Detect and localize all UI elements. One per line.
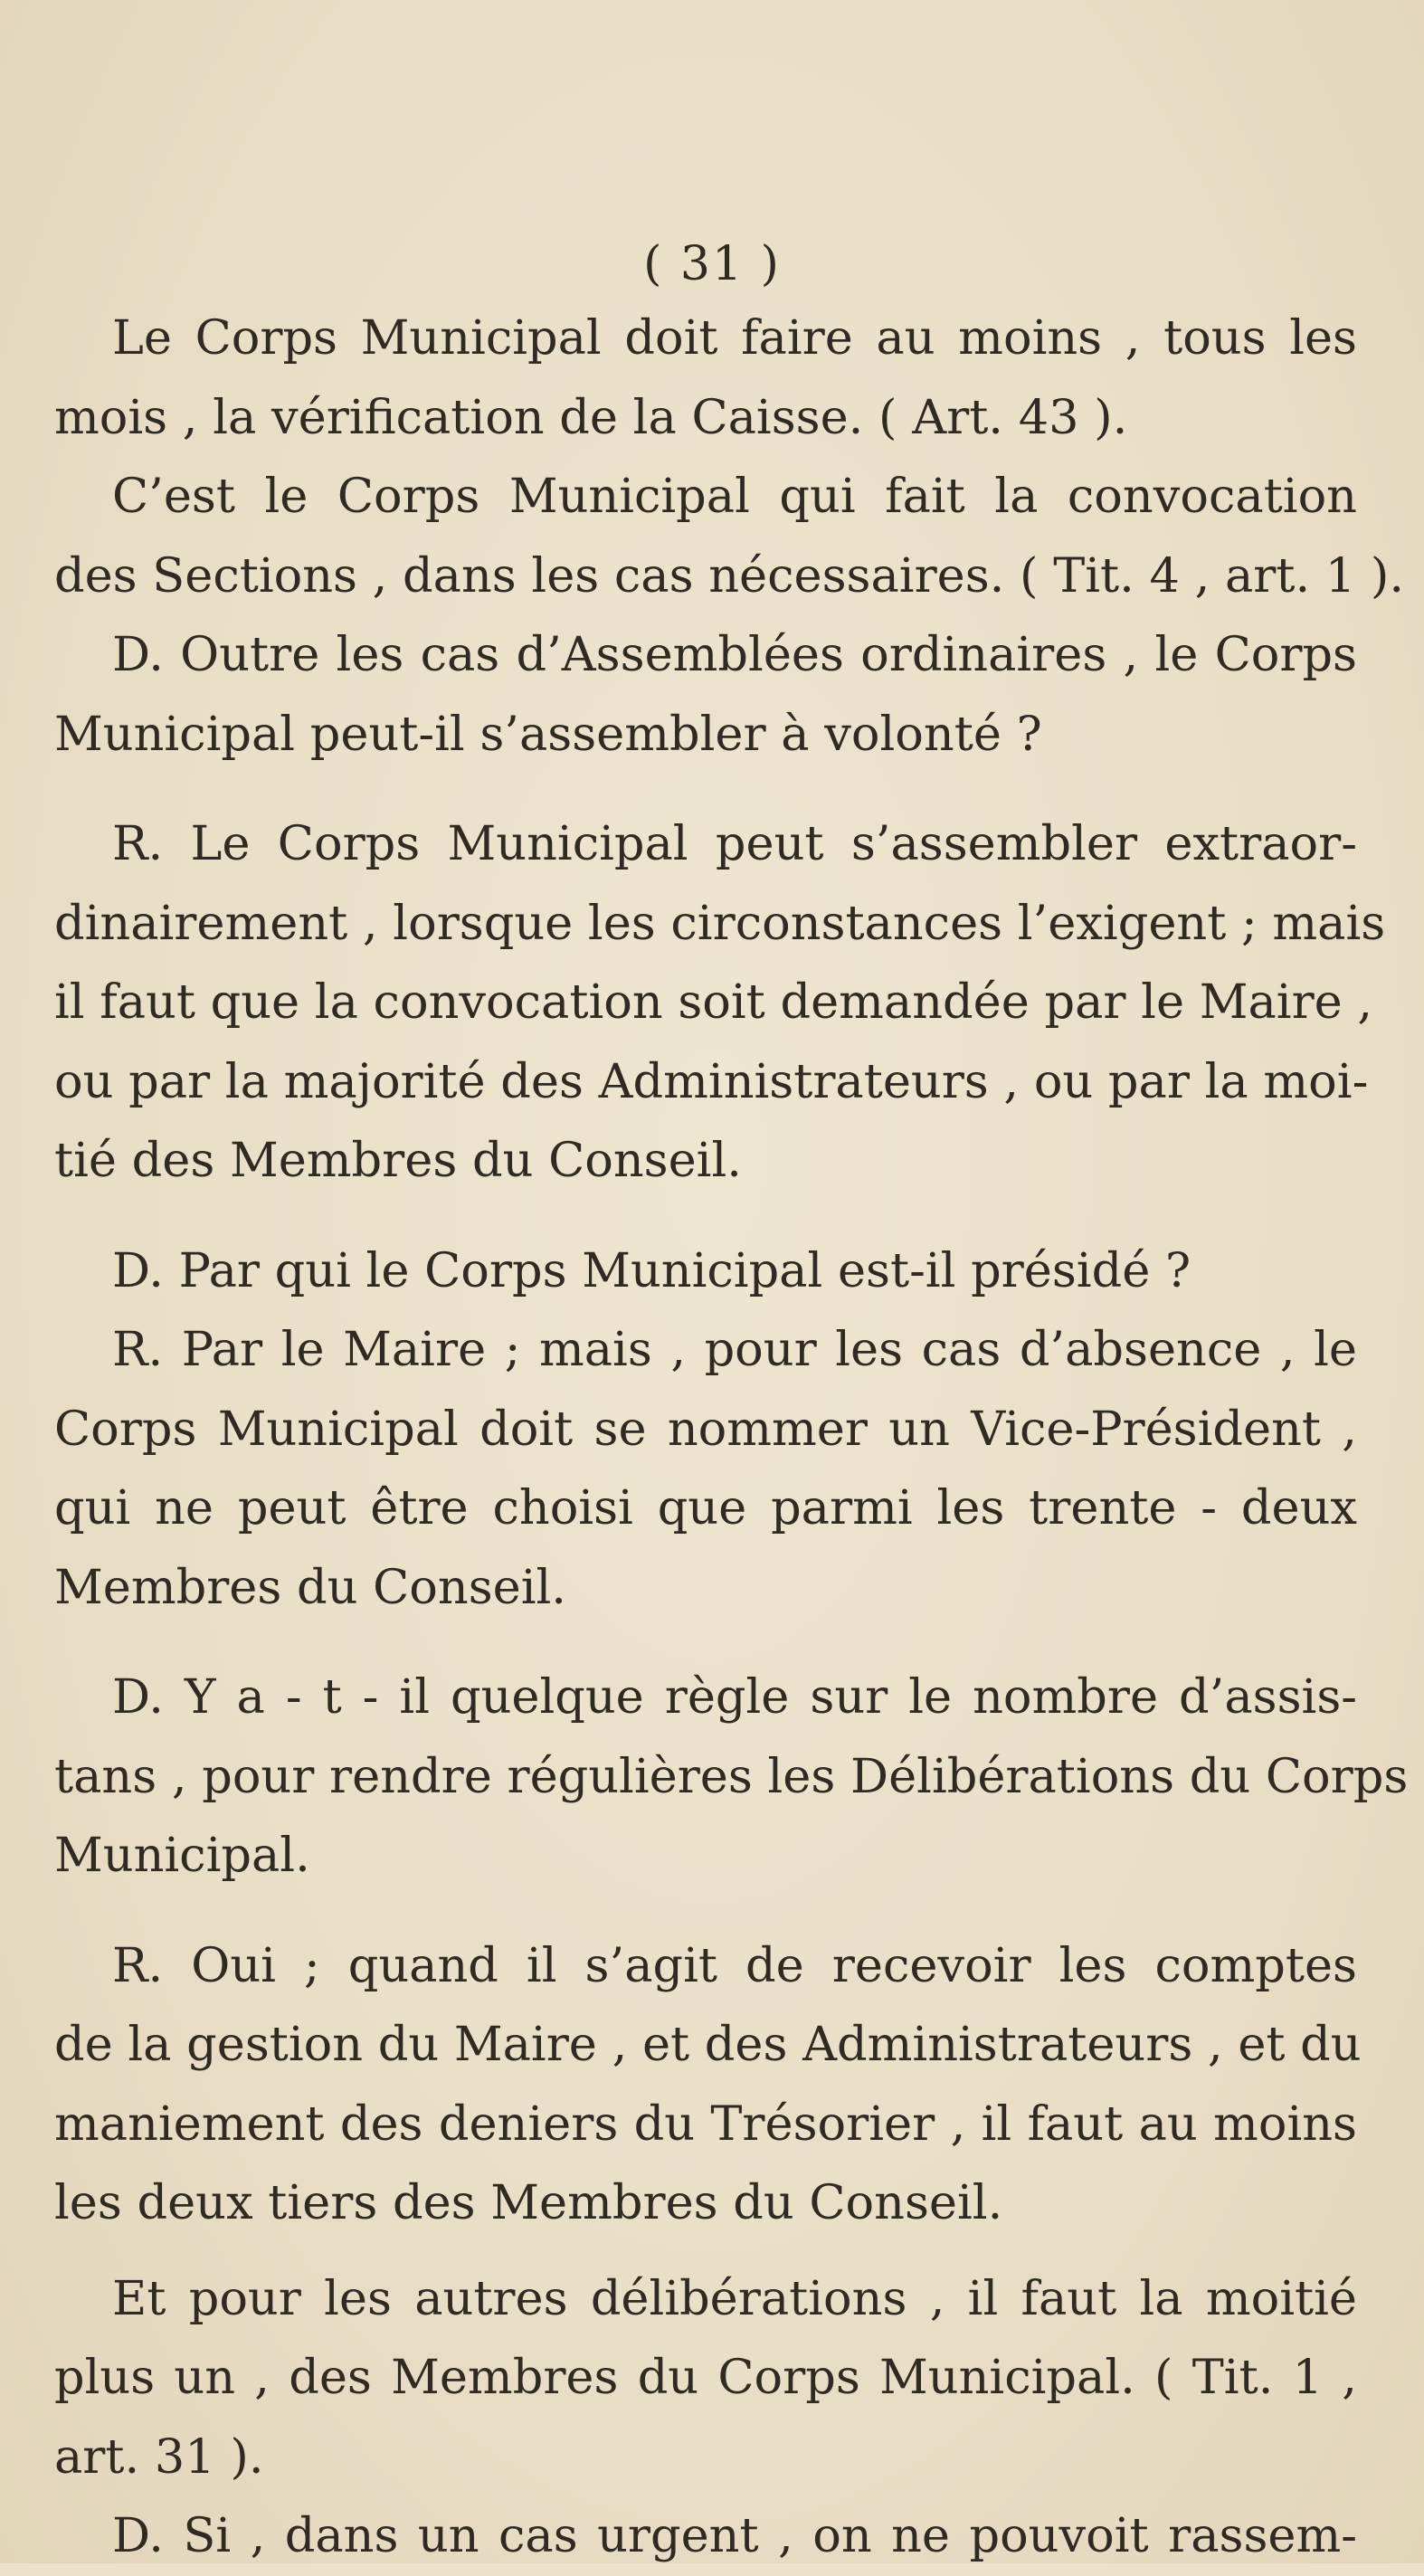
text-line: tans , pour rendre régulières les Délibérations du Corps <box>54 1748 1409 1804</box>
paragraph-gap <box>54 1627 1357 1658</box>
text-line: D. Par qui le Corps Municipal est-il présidé ? <box>112 1242 1191 1298</box>
text-line: R. Le Corps Municipal peut s’assembler extraor- <box>112 816 1357 871</box>
text-line: D. Si , dans un cas urgent , on ne pouvoit rassem- <box>112 2508 1357 2563</box>
text-line: C’est le Corps Municipal qui fait la convocation <box>112 469 1357 524</box>
text-line: tié des Membres du Conseil. <box>54 1133 742 1188</box>
text-line: dinairement , lorsque les circonstances l’exigent ; mais <box>54 895 1386 951</box>
text-line: Municipal peut-il s’assembler à volonté ? <box>54 706 1042 762</box>
text-line: R. Par le Maire ; mais , pour les cas d’absence , le <box>112 1322 1357 1377</box>
text-line: les deux tiers des Membres du Conseil. <box>54 2175 1003 2230</box>
text-line: Le Corps Municipal doit faire au moins , tous les <box>112 310 1357 366</box>
paragraph-gap <box>54 1201 1357 1231</box>
body-text <box>54 299 1409 2576</box>
paragraph-gap <box>54 774 1357 804</box>
text-line: D. Outre les cas d’Assemblées ordinaires , le Corps <box>112 627 1357 682</box>
paragraph-gap <box>54 1896 1357 1926</box>
text-line: Municipal. <box>54 1828 310 1883</box>
text-line: des Sections , dans les cas nécessaires. ( Tit. 4 , art. 1 ). <box>54 547 1405 604</box>
text-line: R. Oui ; quand il s’agit de recevoir les comptes <box>112 1937 1357 1993</box>
text-line: D. Y a - t - il quelque règle sur le nombre d’assis- <box>112 1669 1357 1725</box>
text-line: qui ne peut être choisi que parmi les trente - deux <box>54 1480 1357 1535</box>
text-line: Corps Municipal doit se nommer un Vice-Président , <box>54 1401 1357 1457</box>
text-line: mois , la vérification de la Caisse. ( Art. 43 ). <box>54 389 1128 445</box>
page-number: ( 31 ) <box>643 237 781 291</box>
text-line: Et pour les autres délibérations , il faut la moitié <box>112 2270 1357 2326</box>
text-line: maniement des deniers du Trésorier , il faut au moins <box>54 2096 1357 2152</box>
text-line: plus un , des Membres du Corps Municipal. ( Tit. 1 , <box>54 2350 1357 2405</box>
text-line: art. 31 ). <box>54 2429 264 2485</box>
text-line: de la gestion du Maire , et des Administrateurs , et du <box>54 2017 1362 2072</box>
text-line: ou par la majorité des Administrateurs , ou par la moi- <box>54 1053 1369 1109</box>
paragraph-gap <box>54 2243 1357 2259</box>
text-line: Membres du Conseil. <box>54 1559 566 1615</box>
text-line: il faut que la convocation soit demandée par le Maire , <box>54 974 1373 1030</box>
